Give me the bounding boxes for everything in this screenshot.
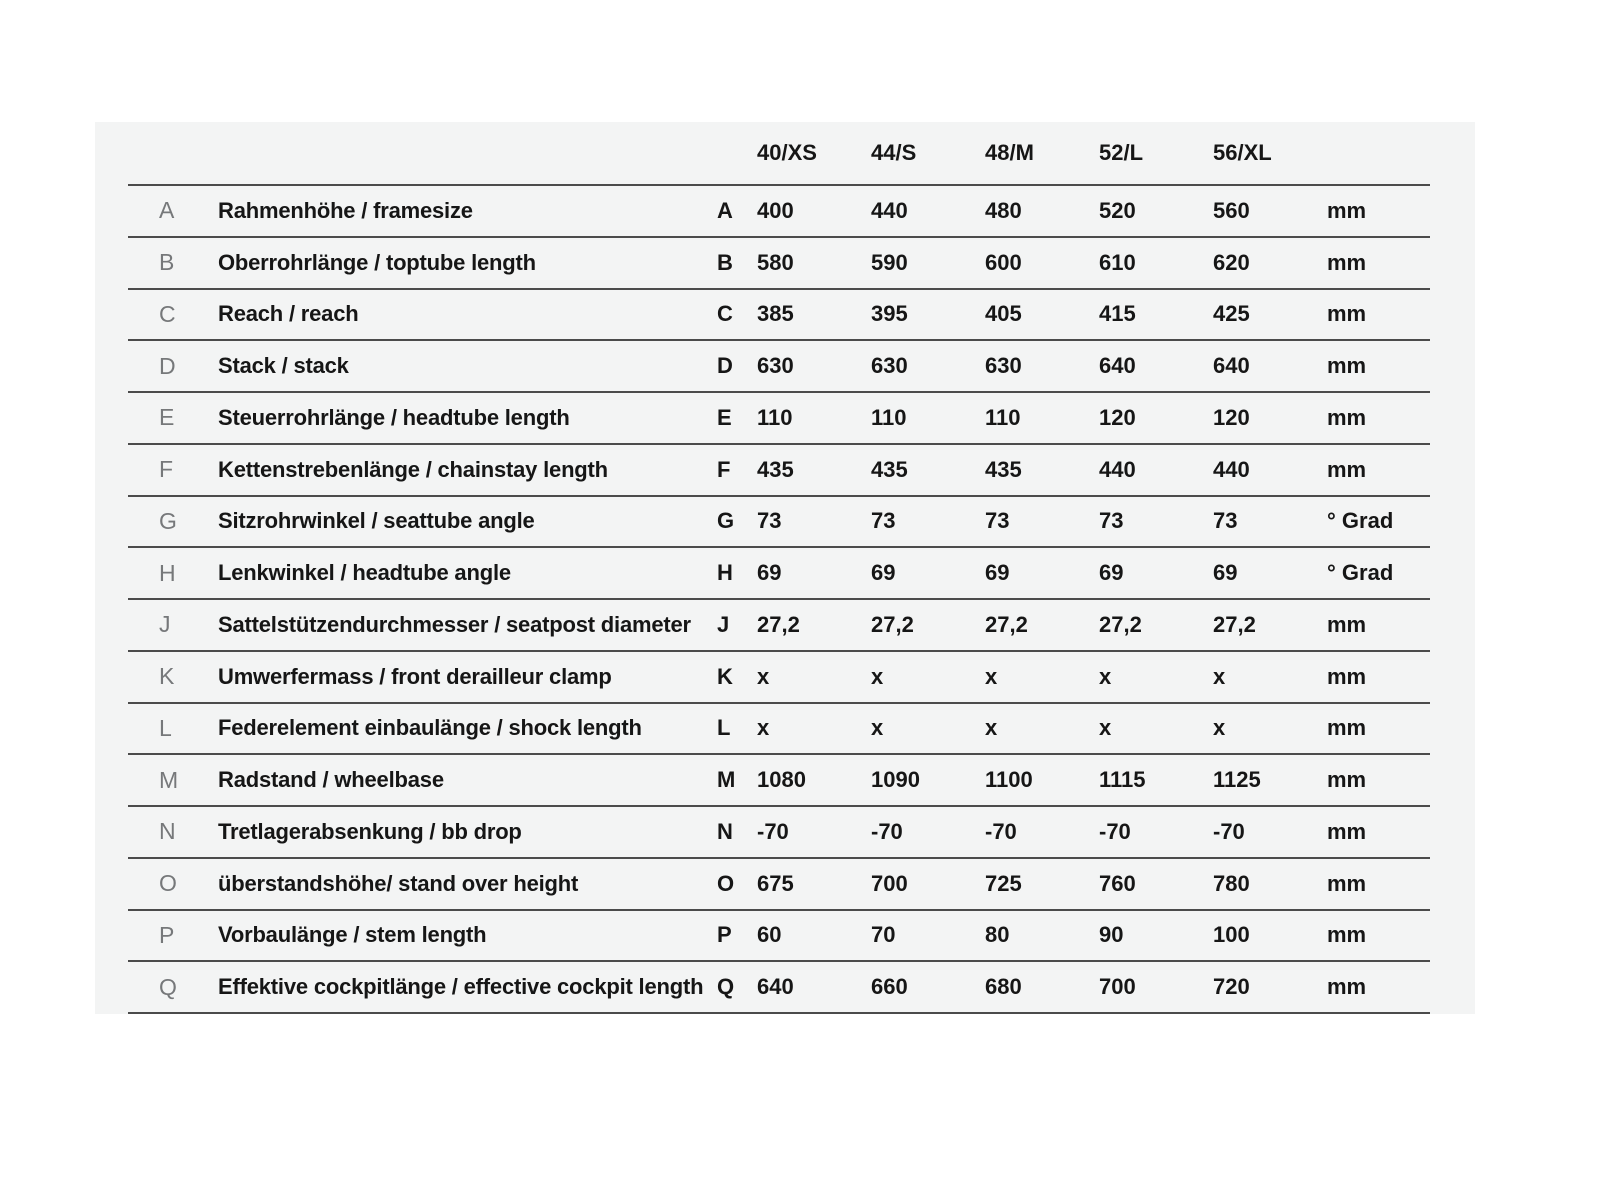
cell-value: x	[1213, 663, 1226, 689]
row-label: Lenkwinkel / headtube angle	[218, 560, 511, 586]
table-row	[128, 391, 1430, 443]
row-letter: B	[159, 249, 175, 276]
row-letter-repeat: G	[717, 508, 735, 534]
size-column-header: 40/XS	[757, 140, 817, 165]
row-letter-repeat: F	[717, 456, 731, 482]
cell-value: 73	[757, 508, 782, 534]
table-row	[128, 443, 1430, 495]
row-letter: L	[159, 714, 172, 741]
row-letter-repeat: O	[717, 870, 735, 896]
cell-unit: mm	[1327, 197, 1367, 223]
table-row	[128, 702, 1430, 754]
row-letter: Q	[159, 973, 177, 1000]
cell-unit: mm	[1327, 922, 1367, 948]
cell-value: 73	[985, 508, 1010, 534]
cell-value: 385	[757, 301, 794, 327]
cell-value: 720	[1213, 974, 1250, 1000]
cell-unit: ° Grad	[1327, 560, 1394, 586]
cell-value: 69	[871, 560, 896, 586]
row-letter-repeat: D	[717, 353, 733, 379]
cell-value: x	[757, 715, 770, 741]
cell-value: 620	[1213, 249, 1250, 275]
cell-value: -70	[871, 818, 903, 844]
table-row	[128, 288, 1430, 340]
cell-value: 680	[985, 974, 1022, 1000]
row-label: Umwerfermass / front derailleur clamp	[218, 663, 612, 689]
row-letter-repeat: N	[717, 818, 733, 844]
cell-value: x	[757, 663, 770, 689]
cell-value: 100	[1213, 922, 1250, 948]
cell-value: 90	[1099, 922, 1124, 948]
table-row	[128, 650, 1430, 702]
cell-value: 415	[1099, 301, 1136, 327]
table-header-row	[128, 122, 1430, 184]
cell-value: x	[871, 663, 884, 689]
row-label: Rahmenhöhe / framesize	[218, 197, 473, 223]
cell-value: 630	[757, 353, 794, 379]
cell-value: 560	[1213, 197, 1250, 223]
cell-value: 700	[1099, 974, 1136, 1000]
row-letter: O	[159, 870, 177, 897]
row-letter-repeat: E	[717, 404, 732, 430]
cell-unit: mm	[1327, 611, 1367, 637]
row-label: Reach / reach	[218, 301, 359, 327]
cell-value: 69	[1213, 560, 1238, 586]
size-column-header: 44/S	[871, 140, 917, 165]
table-row	[128, 184, 1430, 236]
cell-value: 27,2	[1099, 611, 1142, 637]
table-row	[128, 909, 1430, 961]
row-label: Effektive cockpitlänge / effective cockpit length	[218, 974, 704, 1000]
row-label: Kettenstrebenlänge / chainstay length	[218, 456, 608, 482]
cell-value: x	[871, 715, 884, 741]
size-column-header: 48/M	[985, 140, 1034, 165]
table-row	[128, 598, 1430, 650]
cell-unit: mm	[1327, 663, 1367, 689]
cell-value: 27,2	[985, 611, 1028, 637]
cell-unit: mm	[1327, 870, 1367, 896]
row-letter-repeat: C	[717, 301, 733, 327]
cell-unit: mm	[1327, 249, 1367, 275]
row-letter-repeat: L	[717, 715, 731, 741]
cell-value: 1080	[757, 767, 806, 793]
cell-value: 435	[871, 456, 908, 482]
cell-unit: mm	[1327, 974, 1367, 1000]
cell-value: x	[1099, 663, 1112, 689]
row-letter-repeat: K	[717, 663, 733, 689]
cell-value: 120	[1213, 404, 1250, 430]
size-column-header: 56/XL	[1213, 140, 1272, 165]
cell-value: 110	[757, 404, 793, 430]
table-row	[128, 339, 1430, 391]
cell-value: 69	[757, 560, 782, 586]
cell-value: 700	[871, 870, 908, 896]
table-row	[128, 805, 1430, 857]
cell-unit: mm	[1327, 353, 1367, 379]
cell-value: 760	[1099, 870, 1136, 896]
cell-value: 630	[985, 353, 1022, 379]
cell-value: 640	[1213, 353, 1250, 379]
cell-value: 725	[985, 870, 1022, 896]
cell-value: 780	[1213, 870, 1250, 896]
cell-value: -70	[985, 818, 1017, 844]
row-letter: C	[159, 300, 176, 327]
cell-value: 27,2	[757, 611, 800, 637]
row-letter-repeat: P	[717, 922, 732, 948]
cell-value: 400	[757, 197, 794, 223]
row-label: Stack / stack	[218, 353, 349, 379]
cell-value: 675	[757, 870, 794, 896]
row-label: Tretlagerabsenkung / bb drop	[218, 818, 522, 844]
row-letter-repeat: J	[717, 611, 730, 637]
row-letter: M	[159, 766, 179, 793]
row-letter-repeat: B	[717, 249, 733, 275]
cell-value: 1100	[985, 767, 1033, 793]
row-letter: E	[159, 404, 175, 431]
table-row	[128, 753, 1430, 805]
row-letter: G	[159, 507, 177, 534]
cell-value: 435	[985, 456, 1022, 482]
cell-value: 395	[871, 301, 908, 327]
cell-value: 660	[871, 974, 908, 1000]
cell-value: 73	[1099, 508, 1124, 534]
cell-value: 590	[871, 249, 908, 275]
cell-value: 520	[1099, 197, 1136, 223]
row-letter-repeat: H	[717, 560, 733, 586]
row-label: Sitzrohrwinkel / seattube angle	[218, 508, 535, 534]
cell-value: 120	[1099, 404, 1136, 430]
cell-value: 69	[985, 560, 1010, 586]
cell-value: 60	[757, 922, 782, 948]
cell-value: 110	[985, 404, 1021, 430]
cell-unit: mm	[1327, 818, 1367, 844]
cell-value: 73	[1213, 508, 1238, 534]
cell-value: 27,2	[871, 611, 914, 637]
row-letter: A	[159, 197, 175, 224]
cell-value: 70	[871, 922, 896, 948]
table-row	[128, 857, 1430, 909]
cell-value: x	[985, 715, 998, 741]
cell-value: 600	[985, 249, 1022, 275]
row-letter: P	[159, 921, 175, 948]
row-letter: N	[159, 818, 176, 845]
cell-value: 435	[757, 456, 794, 482]
cell-value: 1090	[871, 767, 920, 793]
cell-unit: ° Grad	[1327, 508, 1394, 534]
cell-value: 440	[1213, 456, 1250, 482]
cell-value: x	[1099, 715, 1112, 741]
cell-value: 440	[1099, 456, 1136, 482]
row-letter-repeat: A	[717, 197, 733, 223]
cell-value: 425	[1213, 301, 1250, 327]
table-row	[128, 546, 1430, 598]
cell-unit: mm	[1327, 404, 1367, 430]
row-letter-repeat: Q	[717, 974, 735, 1000]
cell-unit: mm	[1327, 715, 1367, 741]
cell-unit: mm	[1327, 456, 1367, 482]
table-row	[128, 495, 1430, 547]
cell-value: 630	[871, 353, 908, 379]
cell-value: x	[985, 663, 998, 689]
table-row	[128, 960, 1430, 1014]
cell-value: 73	[871, 508, 896, 534]
size-column-header: 52/L	[1099, 140, 1144, 165]
cell-value: 27,2	[1213, 611, 1256, 637]
cell-value: 480	[985, 197, 1022, 223]
row-letter-repeat: M	[717, 767, 736, 793]
row-letter: F	[159, 456, 174, 483]
cell-value: -70	[757, 818, 789, 844]
row-label: Sattelstützendurchmesser / seatpost diameter	[218, 611, 691, 637]
geometry-table	[95, 122, 1475, 1014]
row-label: Federelement einbaulänge / shock length	[218, 715, 642, 741]
cell-value: 610	[1099, 249, 1136, 275]
cell-value: 405	[985, 301, 1022, 327]
table-row	[128, 236, 1430, 288]
cell-value: -70	[1099, 818, 1131, 844]
cell-unit: mm	[1327, 767, 1367, 793]
row-label: überstandshöhe/ stand over height	[218, 870, 579, 896]
row-letter: K	[159, 663, 175, 690]
row-label: Steuerrohrlänge / headtube length	[218, 404, 570, 430]
cell-value: 1125	[1213, 767, 1261, 793]
row-letter: J	[159, 611, 171, 638]
cell-value: 110	[871, 404, 907, 430]
cell-value: 640	[1099, 353, 1136, 379]
cell-value: -70	[1213, 818, 1245, 844]
cell-value: 640	[757, 974, 794, 1000]
cell-value: 440	[871, 197, 908, 223]
cell-value: 80	[985, 922, 1010, 948]
cell-value: 69	[1099, 560, 1124, 586]
cell-value: 580	[757, 249, 794, 275]
row-label: Oberrohrlänge / toptube length	[218, 249, 536, 275]
cell-value: x	[1213, 715, 1226, 741]
row-letter: D	[159, 352, 176, 379]
row-label: Radstand / wheelbase	[218, 767, 444, 793]
cell-value: 1115	[1099, 767, 1146, 793]
cell-unit: mm	[1327, 301, 1367, 327]
row-label: Vorbaulänge / stem length	[218, 922, 487, 948]
row-letter: H	[159, 559, 176, 586]
